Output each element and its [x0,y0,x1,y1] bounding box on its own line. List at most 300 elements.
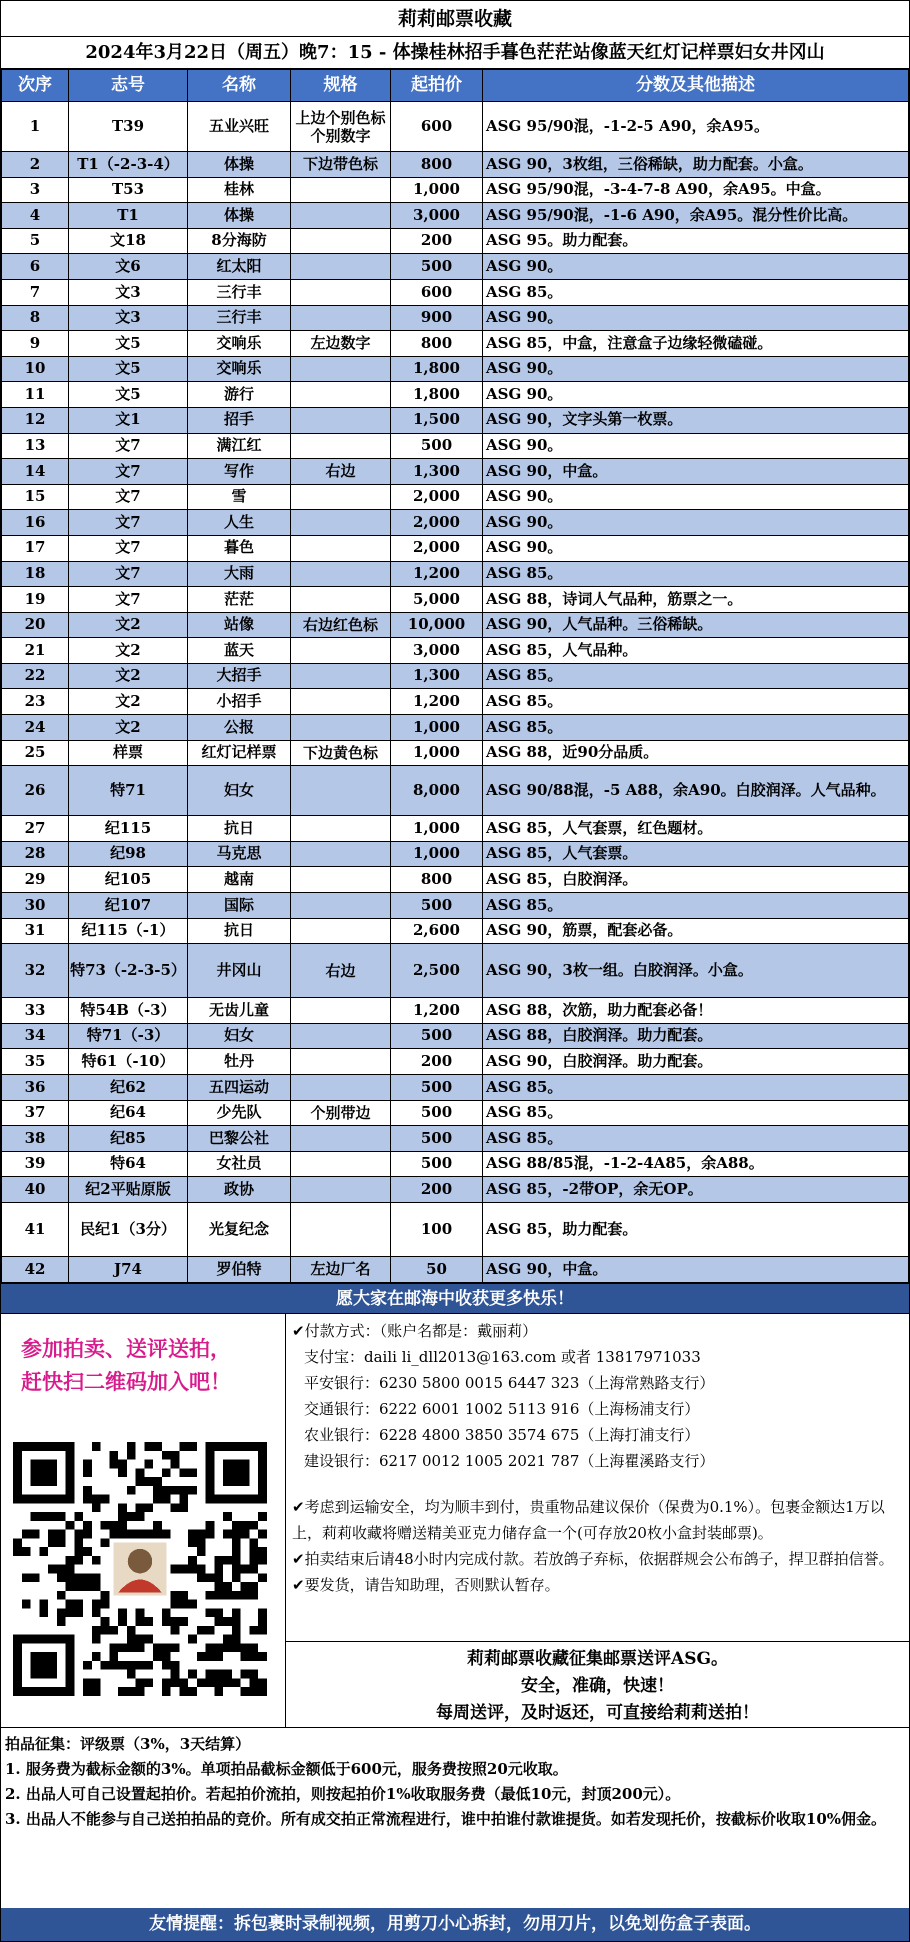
lot-number: 7 [2,279,69,305]
stamp-name: 8分海防 [188,228,291,254]
stamp-name: 红灯记样票 [188,740,291,766]
starting-price: 900 [391,305,483,331]
stamp-name: 暮色 [188,535,291,561]
grade-description: ASG 90。 [483,510,909,536]
stamp-name: 少先队 [188,1100,291,1126]
bank-account-3: 农业银行：6228 4800 3850 3574 675（上海打浦支行） [304,1425,700,1444]
grade-description: ASG 95/90混，-3-4-7-8 A90，余A95。中盒。 [483,177,909,203]
lot-number: 11 [2,382,69,408]
stamp-spec [291,638,391,664]
bank-account-1: 平安银行：6230 5800 0015 6447 323（上海常熟路支行） [304,1373,715,1392]
stamp-spec: 下边带色标 [291,152,391,178]
starting-price: 10,000 [391,612,483,638]
stamp-code: 样票 [69,740,188,766]
stamp-code: 纪98 [69,841,188,867]
stamp-name: 人生 [188,510,291,536]
promo-line-2: 赶快扫二维码加入吧！ [21,1368,231,1394]
stamp-name: 蓝天 [188,638,291,664]
stamp-name: 光复纪念 [188,1202,291,1256]
stamp-code: 文7 [69,433,188,459]
stamp-spec [291,484,391,510]
grade-description: ASG 88/85混，-1-2-4A85，余A88。 [483,1151,909,1177]
stamp-name: 越南 [188,867,291,893]
table-row [2,407,909,433]
asg-line-1: 莉莉邮票收藏征集邮票送评ASG。 [467,1648,728,1669]
grade-description: ASG 90，3枚一组。白胶润泽。小盒。 [483,944,909,998]
stamp-code: 文5 [69,382,188,408]
lot-number: 22 [2,663,69,689]
stamp-code: 文18 [69,228,188,254]
table-row [2,152,909,178]
promo-panel [1,1314,286,1727]
lot-number: 30 [2,893,69,919]
stamp-name: 妇女 [188,1023,291,1049]
stamp-code: 纪115 [69,816,188,842]
table-row [2,867,909,893]
table-row [2,279,909,305]
lot-number: 12 [2,407,69,433]
grade-description: ASG 85。 [483,893,909,919]
stamp-name: 交响乐 [188,356,291,382]
bank-account-4: 建设银行：6217 0012 1005 2021 787（上海瞿溪路支行） [304,1451,715,1470]
starting-price: 800 [391,331,483,357]
stamp-code: 文1 [69,407,188,433]
starting-price: 500 [391,433,483,459]
stamp-spec [291,689,391,715]
stamp-spec: 左边数字 [291,331,391,357]
stamp-code: 文7 [69,459,188,485]
table-row [2,356,909,382]
lot-number: 1 [2,102,69,152]
lot-number: 28 [2,841,69,867]
stamp-spec [291,715,391,741]
stamp-spec: 个别带边 [291,1100,391,1126]
table-row [2,382,909,408]
stamp-name: 马克思 [188,841,291,867]
payment-info [286,1314,909,1642]
stamp-code: T39 [69,102,188,152]
stamp-code: 文7 [69,535,188,561]
alipay-account: 支付宝：daili li_dll2013@163.com 或者 13817971033 [304,1347,701,1366]
stamp-code: 纪115（-1） [69,918,188,944]
starting-price: 500 [391,1151,483,1177]
starting-price: 1,300 [391,459,483,485]
stamp-name: 大招手 [188,663,291,689]
grade-description: ASG 90，中盒。 [483,1256,909,1282]
col-header-no: 次序 [2,70,69,102]
stamp-name: 牡丹 [188,1049,291,1075]
starting-price: 1,200 [391,998,483,1024]
col-header-name: 名称 [188,70,291,102]
stamp-code: J74 [69,1256,188,1282]
lot-number: 3 [2,177,69,203]
stamp-name: 茫茫 [188,587,291,613]
stamp-name: 小招手 [188,689,291,715]
grade-description: ASG 90。 [483,254,909,280]
table-row [2,228,909,254]
qr-code-graphic [13,1442,267,1696]
table-row [2,254,909,280]
stamp-code: 文3 [69,279,188,305]
stamp-spec [291,867,391,893]
table-row [2,816,909,842]
stamp-name: 桂林 [188,177,291,203]
stamp-spec [291,1202,391,1256]
lot-number: 2 [2,152,69,178]
starting-price: 100 [391,1202,483,1256]
lot-number: 24 [2,715,69,741]
stamp-name: 体操 [188,152,291,178]
stamp-code: 特73（-2-3-5） [69,944,188,998]
stamp-code: 文2 [69,715,188,741]
rule-1: 1. 服务费为截标金额的3%。单项拍品截标金额低于600元，服务费按照20元收取。 [5,1759,568,1778]
stamp-code: 文7 [69,510,188,536]
starting-price: 3,000 [391,203,483,229]
stamp-spec [291,893,391,919]
stamp-spec: 上边个别色标个别数字 [291,102,391,152]
starting-price: 500 [391,1126,483,1152]
grade-description: ASG 85。 [483,1126,909,1152]
payment-heading: ✔付款方式：（账户名都是：戴丽莉） [292,1321,538,1340]
lot-number: 14 [2,459,69,485]
info-section [1,1314,909,1728]
stamp-spec [291,279,391,305]
stamp-code: 文2 [69,689,188,715]
asg-line-2: 安全，准确，快速！ [521,1675,674,1696]
lot-number: 17 [2,535,69,561]
table-row [2,918,909,944]
stamp-name: 公报 [188,715,291,741]
grade-description: ASG 88，次筋，助力配套必备！ [483,998,909,1024]
lot-number: 16 [2,510,69,536]
stamp-code: 纪2平贴原版 [69,1177,188,1203]
lot-number: 25 [2,740,69,766]
table-row [2,587,909,613]
stamp-spec [291,663,391,689]
lot-number: 5 [2,228,69,254]
starting-price: 1,500 [391,407,483,433]
lot-number: 15 [2,484,69,510]
lot-number: 40 [2,1177,69,1203]
stamp-spec [291,228,391,254]
starting-price: 8,000 [391,766,483,816]
lot-number: 20 [2,612,69,638]
starting-price: 2,500 [391,944,483,998]
stamp-spec [291,1023,391,1049]
grade-description: ASG 90。 [483,382,909,408]
stamp-spec [291,510,391,536]
starting-price: 1,000 [391,740,483,766]
starting-price: 3,000 [391,638,483,664]
stamp-spec [291,766,391,816]
starting-price: 600 [391,102,483,152]
starting-price: 800 [391,867,483,893]
stamp-name: 招手 [188,407,291,433]
stamp-spec: 左边厂名 [291,1256,391,1282]
lot-number: 6 [2,254,69,280]
lot-number: 32 [2,944,69,998]
page-subtitle: 2024年3月22日（周五）晚7：15 - 体操桂林招手暮色茫茫站像蓝天红灯记样票妇女井冈山 [1,37,909,69]
stamp-spec [291,305,391,331]
lot-number: 19 [2,587,69,613]
starting-price: 600 [391,279,483,305]
stamp-spec [291,1126,391,1152]
table-row [2,1256,909,1282]
grade-description: ASG 88，近90分品质。 [483,740,909,766]
stamp-spec [291,561,391,587]
lot-number: 27 [2,816,69,842]
lot-number: 10 [2,356,69,382]
table-row [2,1100,909,1126]
stamp-spec [291,177,391,203]
wish-banner: 愿大家在邮海中收获更多快乐！ [1,1283,909,1314]
stamp-name: 交响乐 [188,331,291,357]
grade-description: ASG 85。 [483,279,909,305]
grade-description: ASG 85，人气套票，红色题材。 [483,816,909,842]
table-row [2,1075,909,1101]
table-row [2,177,909,203]
starting-price: 1,000 [391,177,483,203]
grade-description: ASG 85，人气品种。 [483,638,909,664]
table-row [2,102,909,152]
stamp-spec: 右边红色标 [291,612,391,638]
lot-number: 41 [2,1202,69,1256]
grade-description: ASG 90，人气品种。三俗稀缺。 [483,612,909,638]
lot-number: 33 [2,998,69,1024]
stamp-name: 巴黎公社 [188,1126,291,1152]
friendly-reminder-footer: 友情提醒：拆包裹时录制视频，用剪刀小心拆封，勿用刀片，以免划伤盒子表面。 [1,1908,909,1941]
stamp-code: 文5 [69,356,188,382]
payment-deadline-note: ✔拍卖结束后请48小时内完成付款。若放鸽子弃标，依据群规会公布鸽子，捍卫群拍信誉。 [292,1549,894,1568]
starting-price: 50 [391,1256,483,1282]
grade-description: ASG 85。 [483,715,909,741]
lot-number: 37 [2,1100,69,1126]
stamp-name: 体操 [188,203,291,229]
lot-number: 4 [2,203,69,229]
shipping-note: ✔考虑到运输安全，均为顺丰到付，贵重物品建议保价（保费为0.1%）。包裹金额达1万以上，莉莉收藏将赠送精美亚克力储存盒一个(可存放20枚小盒封装邮票)。 [292,1497,885,1542]
table-row [2,535,909,561]
grade-description: ASG 90/88混，-5 A88，余A90。白胶润泽。人气品种。 [483,766,909,816]
grade-description: ASG 85，白胶润泽。 [483,867,909,893]
stamp-name: 罗伯特 [188,1256,291,1282]
table-row [2,305,909,331]
stamp-code: 文7 [69,587,188,613]
stamp-spec [291,407,391,433]
grade-description: ASG 95/90混，-1-2-5 A90，余A95。 [483,102,909,152]
table-row [2,1177,909,1203]
starting-price: 2,000 [391,484,483,510]
table-header-row [2,70,909,102]
stamp-spec [291,841,391,867]
starting-price: 1,000 [391,715,483,741]
stamp-code: 纪62 [69,1075,188,1101]
col-header-code: 志号 [69,70,188,102]
grade-description: ASG 85。 [483,1075,909,1101]
stamp-spec [291,1075,391,1101]
table-row [2,1049,909,1075]
stamp-code: 纪64 [69,1100,188,1126]
stamp-name: 政协 [188,1177,291,1203]
starting-price: 1,800 [391,356,483,382]
table-row [2,715,909,741]
col-header-price: 起拍价 [391,70,483,102]
starting-price: 1,000 [391,816,483,842]
lot-number: 21 [2,638,69,664]
stamp-spec [291,918,391,944]
table-row [2,893,909,919]
table-row [2,459,909,485]
lot-number: 38 [2,1126,69,1152]
grade-description: ASG 95。助力配套。 [483,228,909,254]
stamp-name: 游行 [188,382,291,408]
stamp-spec [291,1177,391,1203]
grade-description: ASG 88，诗词人气品种，筋票之一。 [483,587,909,613]
table-row [2,944,909,998]
stamp-name: 三行丰 [188,305,291,331]
stamp-code: 特71（-3） [69,1023,188,1049]
grade-description: ASG 90。 [483,484,909,510]
table-row [2,484,909,510]
grade-description: ASG 85。 [483,689,909,715]
table-row [2,510,909,536]
stamp-code: T1（-2-3-4） [69,152,188,178]
lot-number: 23 [2,689,69,715]
stamp-code: 文2 [69,663,188,689]
table-row [2,1023,909,1049]
grade-description: ASG 90。 [483,305,909,331]
starting-price: 200 [391,228,483,254]
grade-description: ASG 85，人气套票。 [483,841,909,867]
stamp-code: T1 [69,203,188,229]
grade-description: ASG 85，-2带OP，余无OP。 [483,1177,909,1203]
table-row [2,740,909,766]
table-row [2,663,909,689]
stamp-code: 民纪1（3分） [69,1202,188,1256]
grade-description: ASG 90，文字头第一枚票。 [483,407,909,433]
lot-number: 39 [2,1151,69,1177]
grade-description: ASG 90。 [483,356,909,382]
stamp-name: 满江红 [188,433,291,459]
rules-heading: 拍品征集：评级票（3%，3天结算） [5,1734,251,1753]
stamp-spec [291,433,391,459]
starting-price: 1,800 [391,382,483,408]
stamp-name: 站像 [188,612,291,638]
stamp-spec [291,382,391,408]
grade-description: ASG 90，中盒。 [483,459,909,485]
table-row [2,1151,909,1177]
grade-description: ASG 95/90混，-1-6 A90，余A95。混分性价比高。 [483,203,909,229]
table-row [2,689,909,715]
stamp-code: 文2 [69,638,188,664]
starting-price: 500 [391,1075,483,1101]
table-row [2,638,909,664]
stamp-code: 特71 [69,766,188,816]
table-row [2,1202,909,1256]
stamp-code: 文2 [69,612,188,638]
stamp-name: 三行丰 [188,279,291,305]
lot-number: 35 [2,1049,69,1075]
table-row [2,561,909,587]
stamp-name: 五业兴旺 [188,102,291,152]
starting-price: 5,000 [391,587,483,613]
col-header-spec: 规格 [291,70,391,102]
bank-account-2: 交通银行：6222 6001 1002 5113 916（上海杨浦支行） [304,1399,700,1418]
lot-table [1,69,909,1283]
table-row [2,612,909,638]
stamp-code: 纪107 [69,893,188,919]
starting-price: 1,000 [391,841,483,867]
rule-3: 3. 出品人不能参与自己送拍拍品的竞价。所有成交拍正常流程进行，谁中拍谁付款谁提货。如若发现托价，按截标价收取10%佣金。 [5,1809,887,1828]
grade-description: ASG 85。 [483,561,909,587]
lot-number: 26 [2,766,69,816]
page-title: 莉莉邮票收藏 [1,1,909,37]
stamp-spec [291,203,391,229]
lot-number: 29 [2,867,69,893]
starting-price: 1,300 [391,663,483,689]
promo-line-1: 参加拍卖、送评送拍， [21,1335,231,1361]
table-row [2,766,909,816]
stamp-name: 红太阳 [188,254,291,280]
starting-price: 1,200 [391,561,483,587]
grade-description: ASG 85。 [483,1100,909,1126]
stamp-name: 抗日 [188,816,291,842]
rule-2: 2. 出品人可自己设置起拍价。若起拍价流拍，则按起拍价1%收取服务费（最低10元，封顶200元）。 [5,1784,681,1803]
stamp-spec [291,587,391,613]
qr-code-icon[interactable] [13,1442,267,1696]
starting-price: 500 [391,1100,483,1126]
stamp-name: 井冈山 [188,944,291,998]
stamp-name: 雪 [188,484,291,510]
lot-number: 36 [2,1075,69,1101]
stamp-name: 女社员 [188,1151,291,1177]
payment-panel [286,1314,909,1727]
stamp-spec [291,356,391,382]
starting-price: 500 [391,1023,483,1049]
starting-price: 2,000 [391,535,483,561]
stamp-code: 文3 [69,305,188,331]
stamp-spec: 下边黄色标 [291,740,391,766]
table-row [2,433,909,459]
shipping-request-note: ✔要发货，请告知助理，否则默认暂存。 [292,1575,560,1594]
stamp-name: 无齿儿童 [188,998,291,1024]
lot-number: 31 [2,918,69,944]
starting-price: 2,000 [391,510,483,536]
asg-service-panel [286,1642,909,1727]
stamp-code: 特54B（-3） [69,998,188,1024]
grade-description: ASG 85，助力配套。 [483,1202,909,1256]
grade-description: ASG 88，白胶润泽。助力配套。 [483,1023,909,1049]
asg-line-3: 每周送评，及时返还，可直接给莉莉送拍！ [436,1702,759,1723]
stamp-code: 纪85 [69,1126,188,1152]
stamp-code: 文6 [69,254,188,280]
stamp-spec [291,254,391,280]
grade-description: ASG 85。 [483,663,909,689]
starting-price: 200 [391,1177,483,1203]
stamp-spec [291,1049,391,1075]
starting-price: 200 [391,1049,483,1075]
lot-number: 42 [2,1256,69,1282]
stamp-code: 特64 [69,1151,188,1177]
stamp-code: 纪105 [69,867,188,893]
table-row [2,998,909,1024]
grade-description: ASG 85，中盒，注意盒子边缘轻微磕碰。 [483,331,909,357]
stamp-spec: 右边 [291,459,391,485]
starting-price: 1,200 [391,689,483,715]
grade-description: ASG 90，白胶润泽。助力配套。 [483,1049,909,1075]
starting-price: 2,600 [391,918,483,944]
stamp-name: 抗日 [188,918,291,944]
stamp-name: 五四运动 [188,1075,291,1101]
